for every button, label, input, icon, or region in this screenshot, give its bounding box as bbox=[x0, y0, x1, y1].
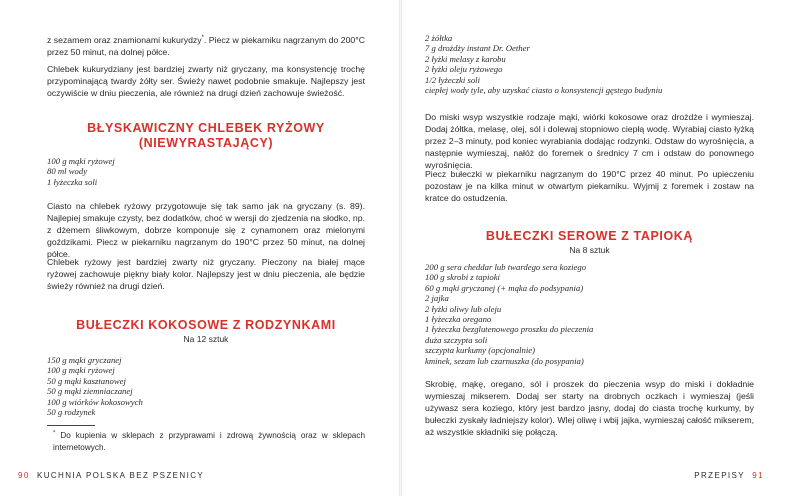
footnote-rule bbox=[47, 425, 95, 426]
ingredient-item: 50 g mąki kasztanowej bbox=[47, 375, 126, 386]
ingredient-item: 2 łyżki oleju ryżowego bbox=[425, 64, 503, 75]
footnote bbox=[47, 430, 365, 453]
ingredient-item: 80 ml wody bbox=[47, 166, 88, 177]
ingredient-item: 1 łyżeczka oregano bbox=[425, 314, 492, 325]
footnote-ref: * bbox=[201, 35, 204, 42]
ingredient-item: duża szczypta soli bbox=[425, 334, 488, 345]
ingredient-item: 1 łyżeczka soli bbox=[47, 176, 98, 187]
ingredient-item: ciepłej wody tyle, aby uzyskać ciasto o konsystencji gęstego budyniu bbox=[425, 85, 663, 96]
intro-p1-text: z sezamem oraz znamionami kukurydzy bbox=[47, 35, 202, 45]
ingredient-item: 50 g rodzynek bbox=[47, 407, 96, 418]
running-head-left: KUCHNIA POLSKA BEZ PSZENICY bbox=[36, 471, 205, 480]
ingredient-item: 2 łyżki oliwy lub oleju bbox=[425, 303, 502, 314]
page-number-right: 91 bbox=[752, 471, 764, 480]
ingredient-item: szczypta kurkumy (opcjonalnie) bbox=[425, 345, 536, 356]
book-gutter bbox=[399, 0, 402, 496]
recipe-title-line-1: BŁYSKAWICZNY CHLEBEK RYŻOWY bbox=[87, 121, 325, 135]
recipe-title-cheese-buns: BUŁECZKI SEROWE Z TAPIOKĄ bbox=[485, 229, 694, 243]
intro-paragraph-1 bbox=[47, 34, 365, 58]
footnote-text: Do kupienia w sklepach z przyprawami i zdrową żywnością oraz w sklepach internetowych. bbox=[53, 431, 365, 452]
ingredient-item: 50 g mąki ziemniaczanej bbox=[47, 386, 133, 397]
servings-coconut-buns: Na 12 sztuk bbox=[183, 334, 229, 344]
coconut-buns-method-1: Do miski wsyp wszystkie rodzaje mąki, wiórki kokosowe oraz drożdże i wymieszaj. Dodaj żółtka, melasę, olej, sól i dolewaj stopniowo ciepłą wodę. Wyrabiaj ciasto łyżką przez 2–3 minuty, pod koniec wyrabiania dodając rodzynki. Odstaw do wyrośnięcia, a następnie wymieszaj, nałóż do foremek o średnicy 7 cm i odstaw do ponownego wyrośnięcia. bbox=[425, 112, 754, 170]
ingredient-item: kminek, sezam lub czarnuszka (do posypania) bbox=[425, 355, 584, 366]
recipe-title-line-2: (NIEWYRASTAJĄCY) bbox=[138, 135, 274, 150]
folio-left bbox=[18, 471, 204, 480]
rice-bread-method-1: Ciasto na chlebek ryżowy przygotowuje się tak samo jak na gryczany (s. 89). Najlepiej smakuje czysty, bez dodatków, choć w wersji do zjedzenia na słodko, np. z dżemem śliwkowym, dobrze komponuje się z cynamonem oraz mielonymi goździkami. Piecz w piekarniku nagrzanym do 190°C przez 50 minut, na dolnej półce. bbox=[47, 201, 365, 259]
ingredients-coconut-buns-cont bbox=[425, 33, 754, 95]
recipe-title-rice-bread bbox=[47, 121, 365, 150]
ingredient-item: 100 g mąki ryżowej bbox=[47, 156, 115, 166]
intro-p1-rest: . Piecz w piekarniku nagrzanym do 200°C przez 50 minut, na dolnej półce. bbox=[47, 35, 365, 57]
ingredient-item: 1/2 łyżeczki soli bbox=[425, 74, 481, 85]
ingredients-cheese-buns bbox=[425, 262, 754, 366]
coconut-buns-method-2: Piecz bułeczki w piekarniku nagrzanym do 190°C przez 40 minut. Po upieczeniu pozostaw je na kilka minut w otwartym piekarniku. Wyjmij z foremek i zostaw na kratce do ostudzenia. bbox=[425, 169, 754, 203]
page-number-left: 90 bbox=[18, 471, 30, 480]
ingredient-item: 2 żółtka bbox=[425, 33, 453, 43]
ingredient-item: 100 g wiórków kokosowych bbox=[47, 396, 143, 407]
ingredient-item: 200 g sera cheddar lub twardego sera koziego bbox=[425, 262, 587, 272]
rice-bread-method-2: Chlebek ryżowy jest bardziej zwarty niż gryczany. Pieczony na białej mące ryżowej zachowuje piękny biały kolor. Najlepszy jest w dniu pieczenia, ale będzie świeży również na drugi dzień. bbox=[47, 257, 365, 291]
cheese-buns-method: Skrobię, mąkę, oregano, sól i proszek do pieczenia wsyp do miski i dokładnie wymieszaj mikserem. Dodaj ser starty na drobnych oczkach i wymieszaj (jeśli używasz sera koziego, który jest bardzo jasny, dodaj do ciasta trochę kurkumy, by bułeczki zyskały ładniejszy kolor). Wlej oliwę i wbij jajka, wymieszaj całość mikserem, aż wszystkie składniki się połączą. bbox=[425, 379, 754, 437]
ingredients-coconut-buns bbox=[47, 355, 365, 417]
ingredients-rice-bread bbox=[47, 156, 365, 187]
ingredient-item: 100 g skrobi z tapioki bbox=[425, 272, 500, 283]
ingredient-item: 2 łyżki melasy z karobu bbox=[425, 53, 506, 64]
recipe-title-coconut-buns: BUŁECZKI KOKOSOWE Z RODZYNKAMI bbox=[76, 318, 336, 332]
ingredient-item: 100 g mąki ryżowej bbox=[47, 365, 115, 376]
servings-cheese-buns: Na 8 sztuk bbox=[569, 245, 610, 255]
ingredient-item: 1 łyżeczka bezglutenowego proszku do pieczenia bbox=[425, 324, 594, 335]
right-page bbox=[425, 0, 754, 496]
running-head-right: PRZEPISY bbox=[694, 471, 746, 480]
ingredient-item: 2 jajka bbox=[425, 293, 449, 304]
ingredient-item: 60 g mąki gryczanej (+ mąka do podsypania) bbox=[425, 282, 584, 293]
left-page bbox=[47, 0, 365, 496]
footnote-mark: * bbox=[53, 430, 56, 437]
intro-paragraph-2: Chlebek kukurydziany jest bardziej zwarty niż gryczany, ma konsystencję trochę przypominającą twardy żółty ser. Świeży nawet podobnie smakuje. Najlepszy jest oczywiście w dniu pieczenia, ale również na drugi dzień zachowuje świeżość. bbox=[47, 64, 365, 98]
ingredient-item: 150 g mąki gryczanej bbox=[47, 355, 122, 365]
ingredient-item: 7 g drożdży instant Dr. Oether bbox=[425, 43, 530, 54]
folio-right bbox=[694, 471, 764, 480]
